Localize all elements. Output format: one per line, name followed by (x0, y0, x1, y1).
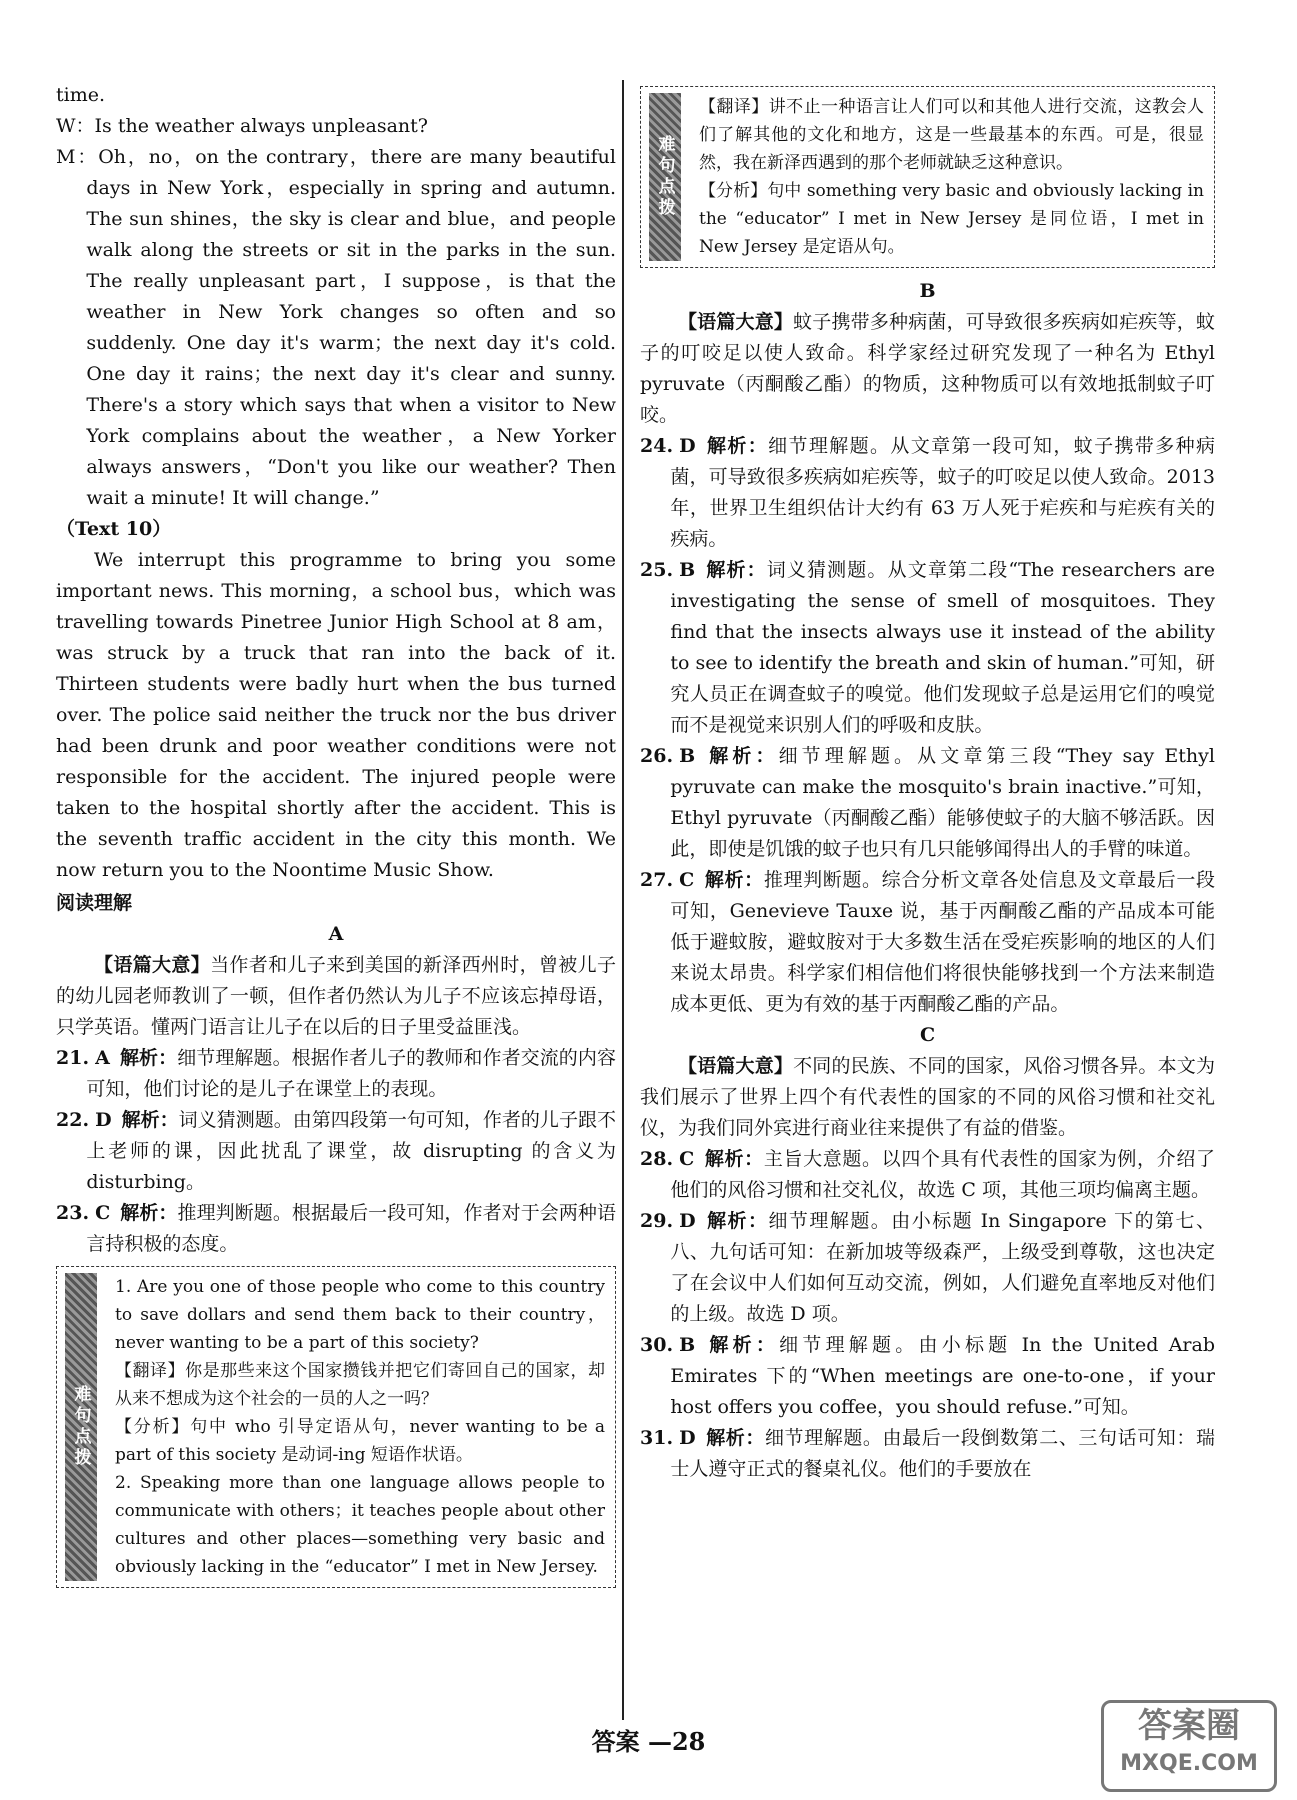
left-column (56, 80, 616, 1596)
answer-item: 23. C 解析：推理判断题。根据最后一段可知，作者对于会两种语言持积极的态度。 (56, 1202, 616, 1255)
part-label-c: C (919, 1024, 936, 1046)
section-heading: 阅读理解 (56, 892, 133, 914)
summary-tag: 【语篇大意】 (94, 954, 211, 976)
dialogue-line: M：Oh，no，on the contrary，there are many beautiful days in New York，especially in spring and autumn. The sun shines，the sky is clear and blue，and people walk along the streets or sit in the parks in the sun. The really unpleasant part，I suppose，is that the weather in New York changes so often and so suddenly. One day it's warm；the next day it's cold. One day it rains；the next day it's clear and sunny. There's a story which says that when a visitor to New York complains about the weather，a New Yorker always answers，“Don't you like our weather? Then wait a minute! It will change.” (56, 146, 616, 509)
text10-body: We interrupt this programme to bring you some important news. This morning，a school bus，which was travelling towards Pinetree Junior High School at 8 am，was struck by a truck that ran into the back of it. Thirteen students were badly hurt when the bus turned over. The police said neither the truck nor the bus driver had been drunk and poor weather conditions were not responsible for the accident. The injured people were taken to the hospital shortly after the accident. This is the seventh traffic accident in the city this month. We now return you to the Noontime Music Show. (56, 549, 616, 881)
difficult-sentence-label: 难句点拨 (65, 1273, 97, 1581)
summary-tag: 【语篇大意】 (678, 311, 794, 333)
summary-a: 【语篇大意】当作者和儿子来到美国的新泽西州时，曾被儿子的幼儿园老师教训了一顿，但作者仍然认为儿子不应该忘掉母语，只学英语。懂两门语言让儿子在以后的日子里受益匪浅。 (56, 954, 616, 1038)
summary-c: 【语篇大意】不同的民族、不同的国家，风俗习惯各异。本文为我们展示了世界上四个有代表性的国家的不同的风俗习惯和社交礼仪，为我们同外宾进行商业往来提供了有益的借鉴。 (640, 1055, 1215, 1139)
note-sentence: 1. Are you one of those people who come to this country to save dollars and send them back to their country，never wanting to be a part of this society? (115, 1277, 605, 1353)
answer-item: 22. D 解析：词义猜测题。由第四段第一句可知，作者的儿子跟不上老师的课，因此扰乱了课堂，故 disrupting 的含义为 disturbing。 (56, 1109, 616, 1193)
summary-b: 【语篇大意】蚊子携带多种病菌，可导致很多疾病如疟疾等，蚊子的叮咬足以使人致命。科学家经过研究发现了一种名为 Ethyl pyruvate（丙酮酸乙酯）的物质，这种物质可以有效地抵制蚊子叮咬。 (640, 311, 1215, 426)
answer-item: 24. D 解析：细节理解题。从文章第一段可知，蚊子携带多种病菌，可导致很多疾病如疟疾等，蚊子的叮咬足以使人致命。2013 年，世界卫生组织估计大约有 63 万人死于疟疾和与疟疾有关的疾病。 (640, 435, 1215, 550)
watermark-logo (1101, 1700, 1277, 1792)
dialogue-line: time. (56, 84, 106, 106)
answer-item: 30. B 解析：细节理解题。由小标题 In the United Arab Emirates 下的“When meetings are one-to-one，if your host offers you coffee，you should refuse.”可知。 (640, 1334, 1215, 1418)
dialogue-line: W：Is the weather always unpleasant? (56, 115, 428, 137)
note-sentence: 2. Speaking more than one language allows people to communicate with others；it teaches people about other cultures and other places—something very basic and obviously lacking in the “educator” I met in New Jersey. (115, 1473, 605, 1577)
page-footer: 答案 —28 (591, 1727, 706, 1756)
text10-title: （Text 10） (56, 518, 172, 540)
watermark-url: MXQE.COM (1120, 1751, 1258, 1776)
watermark-text: 答案圈 (1138, 1706, 1240, 1746)
difficult-sentence-box (640, 86, 1215, 268)
answer-item: 25. B 解析：词义猜测题。从文章第二段“The researchers are investigating the sense of smell of mosquitoes. They find that the insects always use it instead of the ability to see to identify the breath and skin of human.”可知，研究人员正在调查蚊子的嗅觉。他们发现蚊子总是运用它们的嗅觉而不是视觉来识别人们的呼吸和皮肤。 (640, 559, 1215, 736)
answer-item: 21. A 解析：细节理解题。根据作者儿子的教师和作者交流的内容可知，他们讨论的是儿子在课堂上的表现。 (56, 1047, 616, 1100)
answer-item: 26. B 解析：细节理解题。从文章第三段“They say Ethyl pyruvate can make the mosquito's brain inactive.”可知，Ethyl pyruvate（丙酮酸乙酯）能够使蚊子的大脑不够活跃。因此，即使是饥饿的蚊子也只有几只能够闻得出人的手臂的味道。 (640, 745, 1215, 860)
difficult-sentence-box (56, 1266, 616, 1588)
answer-item: 27. C 解析：推理判断题。综合分析文章各处信息及文章最后一段可知，Genevieve Tauxe 说，基于丙酮酸乙酯的产品成本可能低于避蚊胺，避蚊胺对于大多数生活在受疟疾影响的地区的人们来说太昂贵。科学家们相信他们将很快能够找到一个方法来制造成本更低、更为有效的基于丙酮酸乙酯的产品。 (640, 869, 1215, 1015)
answer-item: 31. D 解析：细节理解题。由最后一段倒数第二、三句话可知：瑞士人遵守正式的餐桌礼仪。他们的手要放在 (640, 1427, 1215, 1480)
part-label-a: A (328, 923, 344, 945)
part-label-b: B (919, 280, 936, 302)
answer-item: 29. D 解析：细节理解题。由小标题 In Singapore 下的第七、八、九句话可知：在新加坡等级森严，上级受到尊敬，这也决定了在会议中人们如何互动交流，例如，人们避免直率地反对他们的上级。故选 D 项。 (640, 1210, 1215, 1325)
difficult-sentence-label: 难句点拨 (649, 93, 681, 261)
note-analysis: 【分析】句中 something very basic and obviously lacking in the “educator” I met in New Jersey 是同位语，I met in New Jersey 是定语从句。 (699, 181, 1204, 257)
note-translation: 【翻译】你是那些来这个国家攒钱并把它们寄回自己的国家，却从来不想成为这个社会的一员的人之一吗？ (115, 1361, 605, 1409)
answer-item: 28. C 解析：主旨大意题。以四个具有代表性的国家为例，介绍了他们的风俗习惯和社交礼仪，故选 C 项，其他三项均偏离主题。 (640, 1148, 1215, 1201)
right-column (640, 80, 1215, 1485)
note-analysis: 【分析】句中 who 引导定语从句，never wanting to be a part of this society 是动词-ing 短语作状语。 (115, 1417, 605, 1465)
summary-tag: 【语篇大意】 (678, 1055, 794, 1077)
note-translation: 【翻译】讲不止一种语言让人们可以和其他人进行交流，这教会人们了解其他的文化和地方，这是一些最基本的东西。可是，很显然，我在新泽西遇到的那个老师就缺乏这种意识。 (699, 97, 1204, 173)
column-divider (622, 80, 624, 1720)
